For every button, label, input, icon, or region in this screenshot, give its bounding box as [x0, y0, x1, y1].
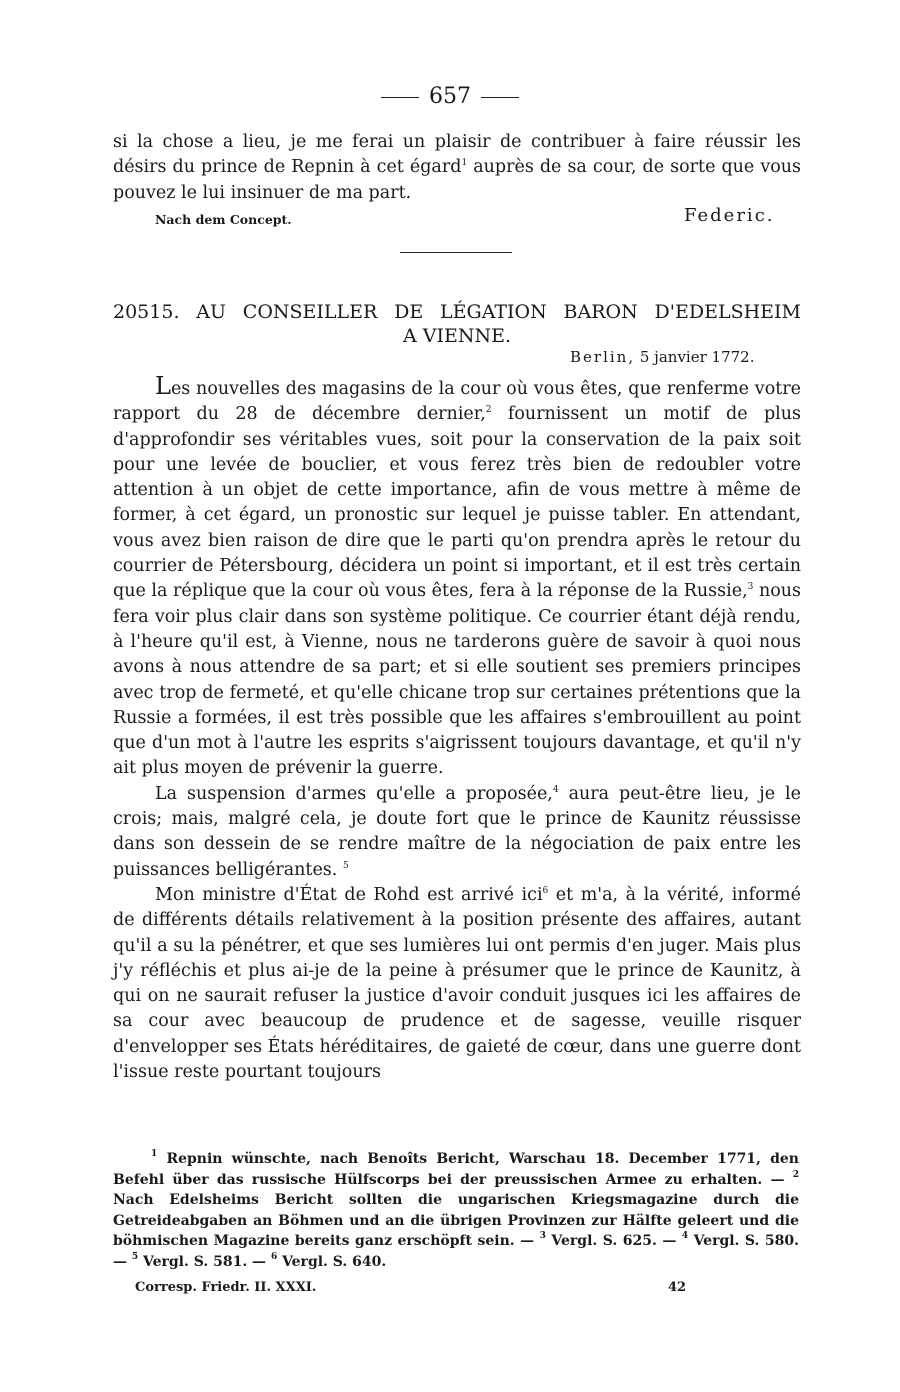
paragraph-3: [113, 883, 801, 1085]
signature: Federic.: [684, 205, 775, 226]
footer-signature-mark: 42: [668, 1280, 687, 1295]
carryover-text-b: auprès de sa cour, de sorte que vous pouvez le lui insinuer de ma part.: [113, 157, 802, 203]
footnote-5-text: Vergl. S. 581. —: [138, 1253, 271, 1270]
source-note: Nach dem Concept.: [155, 212, 292, 227]
footnote-ref-4[interactable]: 4: [552, 784, 559, 795]
initial-letter: L: [155, 372, 171, 400]
p1-text-1: es nouvelles des magasins de la cour où vous êtes, que renferme votre rapport du 28 de décembre dernier,: [113, 379, 801, 425]
footnote-mark-2: 2: [792, 1169, 799, 1180]
footnote-mark-3: 3: [539, 1231, 546, 1241]
paragraph-1: [113, 374, 801, 782]
p3-text-2: et m'a, à la vérité, informé de différents détails relativement à la position présente des affaires, autant qu'il a su la pénétrer, et que ses lumières lui ont permis d'en juger. Mais plus j'y réfléchis et plus ai-je de la peine à présumer que le prince de Kaunitz, à qui on ne saurait refuser la justice d'avoir conduit jusques ici les affaires de sa cour avec beaucoup de prudence et de sagesse, veuille risquer d'envelopper ses États héréditaires, de gaieté de cœur, dans une guerre dont l'issue reste pourtant toujours: [113, 884, 801, 1083]
letter-heading-line-2: A VIENNE.: [402, 325, 512, 347]
p1-text-2: fournissent un motif de plus d'approfondir ses véritables vues, soit pour la conservation de la paix soit pour une levée de bouclier, et vous ferez très bien de redoubler votre attention à un objet de cette importance, afin de vous mettre à même de former, à cet égard, un pronostic sur lequel je puisse tabler. En attendant, vous avez bien raison de dire que le parti qu'on prendra après le retour du courrier de Pétersbourg, décidera un point si important, et il est très certain que la réplique que la cour où vous êtes, fera à la réponse de la Russie,: [113, 404, 801, 602]
section-divider: [400, 252, 512, 253]
footnote-4-text: Vergl. S. 580. —: [113, 1233, 800, 1270]
page-number: 657: [429, 84, 471, 109]
footnote-mark-4: 4: [681, 1231, 689, 1241]
footnote-2-text: Nach Edelsheims Bericht sollten die ungarischen Kriegsmagazine durch die Getreideabgaben an Böhmen und an die übrigen Provinzen zur Hälfte geleert und die böhmischen Magazine bereits ganz erschöpft sein. —: [113, 1192, 799, 1249]
p1-text-3: nous fera voir plus clair dans son système politique. Ce courrier étant déjà rendu, à l'heure qu'il est, à Vienne, nous ne tarderons guère de savoir à quoi nous avons à nous attendre de sa part; et si elle soutient ses premiers principes avec trop de fermeté, et qu'elle chicane trop sur certaines prétentions que la Russie a formées, il est très possible que les affaires s'embrouillent au point que d'un mot à l'autre les esprits s'aigrissent toujours davantage, et qu'il n'y ait plus moyen de prévenir la guerre.: [113, 581, 802, 779]
dateline-date: 5 janvier 1772.: [639, 348, 755, 366]
footnote-ref-5[interactable]: 5: [342, 860, 349, 871]
footnote-1-text: Repnin wünschte, nach Benoîts Bericht, Warschau 18. December 1771, den Befehl über das russische Hülfscorps bei der preussischen Armee zu erhalten. —: [113, 1151, 799, 1188]
footnotes: [113, 1149, 799, 1272]
footnote-mark-5: 5: [131, 1251, 139, 1262]
dash-left: [381, 97, 419, 98]
letter-heading: [113, 300, 801, 348]
letter-number: 20515.: [113, 301, 180, 323]
footnote-mark-6: 6: [270, 1251, 278, 1262]
footnote-mark-1: 1: [151, 1149, 158, 1159]
footnote-ref-1[interactable]: 1: [461, 158, 468, 169]
dash-right: [481, 97, 519, 98]
p2-text-1: La suspension d'armes qu'elle a proposée,: [155, 783, 553, 804]
letter-heading-text-1: AU CONSEILLER DE LÉGATION BARON D'EDELSHEIM: [196, 301, 801, 323]
paragraph-2: [113, 782, 801, 883]
footnote-ref-2[interactable]: 2: [485, 405, 492, 416]
p2-text-2: aura peut-être lieu, je le crois; mais, malgré cela, je doute fort que le prince de Kaunitz réussisse dans son dessein de se rendre maître de la négociation de paix entre les puissances belligérantes.: [113, 783, 801, 880]
footer-collection-title: Corresp. Friedr. II. XXXI.: [135, 1280, 317, 1295]
carryover-paragraph: [113, 130, 801, 206]
footnote-3-text: Vergl. S. 625. —: [545, 1233, 682, 1249]
dateline-place: Berlin,: [570, 348, 636, 366]
page-number-line: [0, 84, 900, 109]
footnote-ref-6[interactable]: 6: [542, 885, 549, 896]
letter-body: [113, 374, 801, 1085]
carryover-text-a: si la chose a lieu, je me ferai un plaisir de contribuer à faire réussir les désirs du prince de Repnin à cet égard: [113, 132, 801, 178]
footnote-ref-3[interactable]: 3: [747, 582, 754, 593]
p3-text-1: Mon ministre d'État de Rohd est arrivé ici: [155, 884, 543, 905]
dateline: [570, 348, 754, 366]
letter-heading-line-1: [113, 300, 801, 324]
footnote-6-text: Vergl. S. 640.: [277, 1253, 387, 1270]
